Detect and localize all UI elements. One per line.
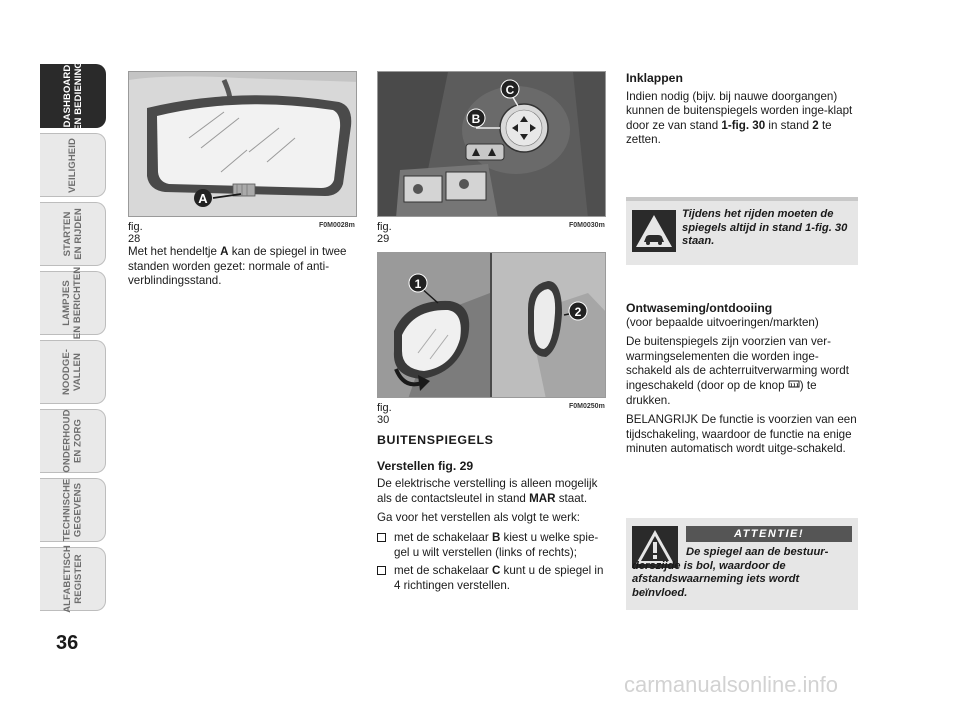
tab-dashboard[interactable]: DASHBOARD EN BEDIENING (40, 64, 106, 128)
note-text: Tijdens het rijden moeten de spiegels altijd in stand 1-fig. 30 staan. (682, 208, 848, 248)
paragraph-mar: De elektrische verstelling is alleen mogelijk als de contactsleutel in stand MAR staat. (377, 477, 598, 505)
section-heading: BUITENSPIEGELS (377, 433, 494, 447)
note-box (626, 197, 858, 265)
fig30-marker-1: 1 (414, 277, 422, 291)
ontwaseming-paragraph: De buitenspiegels zijn voorzien van ver-warmingselementen die worden inge-schakeld als de achterruitverwarming wordt ingeschakeld (door op de knop ) te drukken. (626, 335, 849, 407)
ontwaseming-heading: Ontwaseming/ontdooiing (626, 301, 773, 315)
fig30-illustration (377, 252, 606, 398)
page-number: 36 (56, 632, 79, 654)
tab-lampjes[interactable]: LAMPJES EN BERICHTEN (40, 271, 106, 335)
checkbox-bullet-icon (377, 566, 386, 575)
fig30-marker-2: 2 (574, 305, 582, 319)
fig30-code: F0M0250m (569, 403, 605, 410)
subheading-verstellen: Verstellen fig. 29 (377, 458, 474, 473)
fig28-label: fig. 28 (128, 221, 143, 245)
rear-defrost-icon (788, 380, 800, 390)
fig29-code: F0M0030m (569, 222, 605, 229)
belangrijk-paragraph: BELANGRIJK De functie is voorzien van een tijdschakeling, waardoor de functie na enige minuten automatisch wordt uitge-schakeld. (626, 413, 857, 456)
tab-onderhoud[interactable]: ONDERHOUD EN ZORG (40, 409, 106, 473)
paragraph-werkwijze: Ga voor het verstellen als volgt te werk: (377, 511, 580, 525)
fig28-illustration (128, 71, 357, 217)
attentie-label: ATTENTIE! (686, 526, 852, 542)
checkbox-bullet-icon (377, 533, 386, 542)
fig29-marker-c: C (505, 83, 515, 97)
list-item: met de schakelaar B kiest u welke spie-gel u wilt verstellen (links of rechts); (377, 531, 609, 560)
fig29-label: fig. 29 (377, 221, 392, 245)
tab-starten[interactable]: STARTEN EN RIJDEN (40, 202, 106, 266)
tab-veiligheid[interactable]: VEILIGHEID (40, 133, 106, 197)
attentie-text: De spiegel aan de bestuur-derszijde is bol, waardoor de afstandswaarneming iets wordt beïnvloed. (632, 546, 829, 599)
ontwaseming-section (626, 301, 858, 462)
adjust-steps-list (377, 531, 609, 593)
list-item: met de schakelaar C kunt u de spiegel in 4 richtingen verstellen. (377, 564, 609, 593)
tab-noodgevallen[interactable]: NOODGE- VALLEN (40, 340, 106, 404)
inklappen-heading: Inklappen (626, 71, 683, 85)
attentie-box (626, 518, 858, 610)
watermark: carmanualsonline.info (624, 672, 839, 697)
inklappen-section (626, 71, 858, 153)
fig29-marker-b: B (471, 112, 481, 126)
tab-register[interactable]: ALFABETISCH REGISTER (40, 547, 106, 611)
ontwaseming-sub: (voor bepaalde uitvoeringen/markten) (626, 315, 819, 329)
fig28-code: F0M0028m (319, 222, 355, 229)
tab-technische-gegevens[interactable]: TECHNISCHE GEGEVENS (40, 478, 106, 542)
fig28-marker-a: A (198, 191, 208, 206)
fig29-illustration (377, 71, 606, 217)
fig30-label: fig. 30 (377, 402, 392, 426)
car-warning-icon (632, 210, 676, 252)
buitenspiegels-section (377, 433, 609, 597)
inklappen-paragraph: Indien nodig (bijv. bij nauwe doorgangen) kunnen de buitenspiegels worden inge-klapt door ze van stand 1-fig. 30 in stand 2 te zetten. (626, 89, 853, 147)
mirror-lever-paragraph: Met het hendeltje A kan de spiegel in twee standen worden gezet: normale of anti-verblindingsstand. (128, 245, 347, 288)
